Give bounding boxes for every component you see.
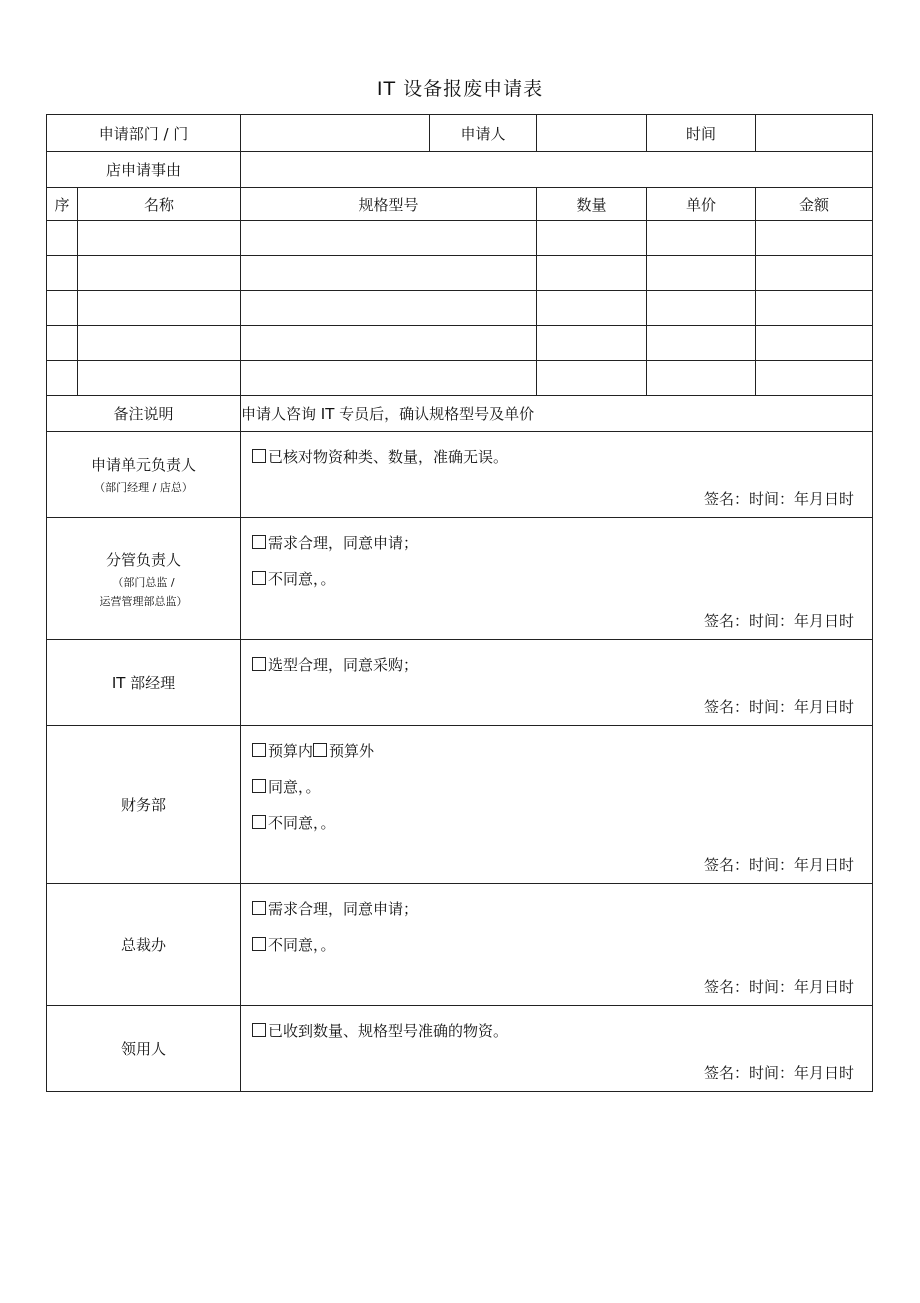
checkbox[interactable] <box>252 779 266 793</box>
cell-index[interactable] <box>47 361 78 396</box>
cell-name[interactable] <box>78 361 241 396</box>
dept-value-field[interactable] <box>241 115 430 152</box>
col-header-quantity: 数量 <box>537 188 647 221</box>
cell-unit-price[interactable] <box>647 326 756 361</box>
option-agree: 同意，。 <box>268 778 321 796</box>
cell-quantity[interactable] <box>537 326 647 361</box>
cell-spec[interactable] <box>241 361 537 396</box>
checkbox[interactable] <box>252 743 266 757</box>
checkbox[interactable] <box>252 937 266 951</box>
checkbox[interactable] <box>252 657 266 671</box>
approval-recipient <box>47 1006 873 1092</box>
signature-line: 签名：时间：年月日时 <box>703 698 854 716</box>
option-approve: 需求合理，同意申请； <box>268 534 419 552</box>
col-header-name: 名称 <box>78 188 241 221</box>
checkbox[interactable] <box>252 571 266 585</box>
cell-quantity[interactable] <box>537 291 647 326</box>
option-reject: 不同意，。 <box>268 936 336 954</box>
cell-name[interactable] <box>78 221 241 256</box>
cell-quantity[interactable] <box>537 361 647 396</box>
applicant-label: 申请人 <box>430 115 537 152</box>
cell-amount[interactable] <box>756 361 873 396</box>
table-row <box>47 221 873 256</box>
cell-unit-price[interactable] <box>647 221 756 256</box>
cell-spec[interactable] <box>241 326 537 361</box>
col-header-amount: 金额 <box>756 188 873 221</box>
cell-unit-price[interactable] <box>647 291 756 326</box>
approval-label: IT 部经理 <box>47 640 241 726</box>
cell-quantity[interactable] <box>537 256 647 291</box>
approval-finance <box>47 726 873 884</box>
applicant-value-field[interactable] <box>537 115 647 152</box>
cell-spec[interactable] <box>241 256 537 291</box>
option-in-budget: 预算内 <box>268 742 314 760</box>
cell-index[interactable] <box>47 256 78 291</box>
reason-value-field[interactable] <box>241 152 873 188</box>
option-approve: 需求合理，同意申请； <box>268 900 419 918</box>
approval-sublabel: 运营管理部总监） <box>99 594 188 608</box>
cell-amount[interactable] <box>756 326 873 361</box>
checkbox[interactable] <box>252 901 266 915</box>
approval-unit-head <box>47 432 873 518</box>
approval-sublabel: （部门经理 / 店总） <box>94 481 193 494</box>
remarks-text: 申请人咨询 IT 专员后，确认规格型号及单价 <box>241 396 873 432</box>
approval-division-head <box>47 518 873 640</box>
signature-line: 签名：时间：年月日时 <box>703 856 854 874</box>
checkbox[interactable] <box>252 449 266 463</box>
signature-line: 签名：时间：年月日时 <box>703 490 854 508</box>
table-row <box>47 361 873 396</box>
option-confirmed: 已核对物资种类、数量，准确无误。 <box>268 448 509 466</box>
cell-name[interactable] <box>78 291 241 326</box>
cell-quantity[interactable] <box>537 221 647 256</box>
approval-president-office <box>47 884 873 1006</box>
table-row <box>47 291 873 326</box>
signature-line: 签名：时间：年月日时 <box>703 1064 854 1082</box>
option-reject: 不同意，。 <box>268 814 336 832</box>
checkbox[interactable] <box>252 815 266 829</box>
checkbox[interactable] <box>313 743 327 757</box>
cell-name[interactable] <box>78 256 241 291</box>
approval-label: 领用人 <box>47 1006 241 1092</box>
cell-amount[interactable] <box>756 256 873 291</box>
approval-it-manager <box>47 640 873 726</box>
dept-label: 申请部门 / 门 <box>47 115 241 152</box>
option-reject: 不同意，。 <box>268 570 336 588</box>
cell-name[interactable] <box>78 326 241 361</box>
option-out-of-budget: 预算外 <box>329 742 375 760</box>
col-header-index: 序 <box>47 188 78 221</box>
time-value-field[interactable] <box>756 115 873 152</box>
form-title: IT 设备报废申请表 <box>376 78 544 100</box>
scrap-application-form <box>46 114 873 1092</box>
table-row <box>47 256 873 291</box>
signature-line: 签名：时间：年月日时 <box>703 612 854 630</box>
option-approve-purchase: 选型合理，同意采购； <box>268 656 419 674</box>
cell-spec[interactable] <box>241 291 537 326</box>
cell-amount[interactable] <box>756 291 873 326</box>
remarks-label: 备注说明 <box>47 396 241 432</box>
cell-unit-price[interactable] <box>647 256 756 291</box>
cell-index[interactable] <box>47 221 78 256</box>
checkbox[interactable] <box>252 535 266 549</box>
approval-label: 总裁办 <box>47 884 241 1006</box>
approval-label: 分管负责人 <box>105 550 181 569</box>
checkbox[interactable] <box>252 1023 266 1037</box>
option-received: 已收到数量、规格型号准确的物资。 <box>268 1022 509 1040</box>
approval-label: 申请单元负责人 <box>90 456 196 474</box>
cell-spec[interactable] <box>241 221 537 256</box>
approval-label: 财务部 <box>47 726 241 884</box>
col-header-spec: 规格型号 <box>241 188 537 221</box>
cell-index[interactable] <box>47 326 78 361</box>
time-label: 时间 <box>647 115 756 152</box>
col-header-unit-price: 单价 <box>647 188 756 221</box>
table-row <box>47 326 873 361</box>
cell-unit-price[interactable] <box>647 361 756 396</box>
approval-sublabel: （部门总监 / <box>112 575 175 589</box>
reason-label: 店申请事由 <box>47 152 241 188</box>
signature-line: 签名：时间：年月日时 <box>703 978 854 996</box>
cell-amount[interactable] <box>756 221 873 256</box>
cell-index[interactable] <box>47 291 78 326</box>
